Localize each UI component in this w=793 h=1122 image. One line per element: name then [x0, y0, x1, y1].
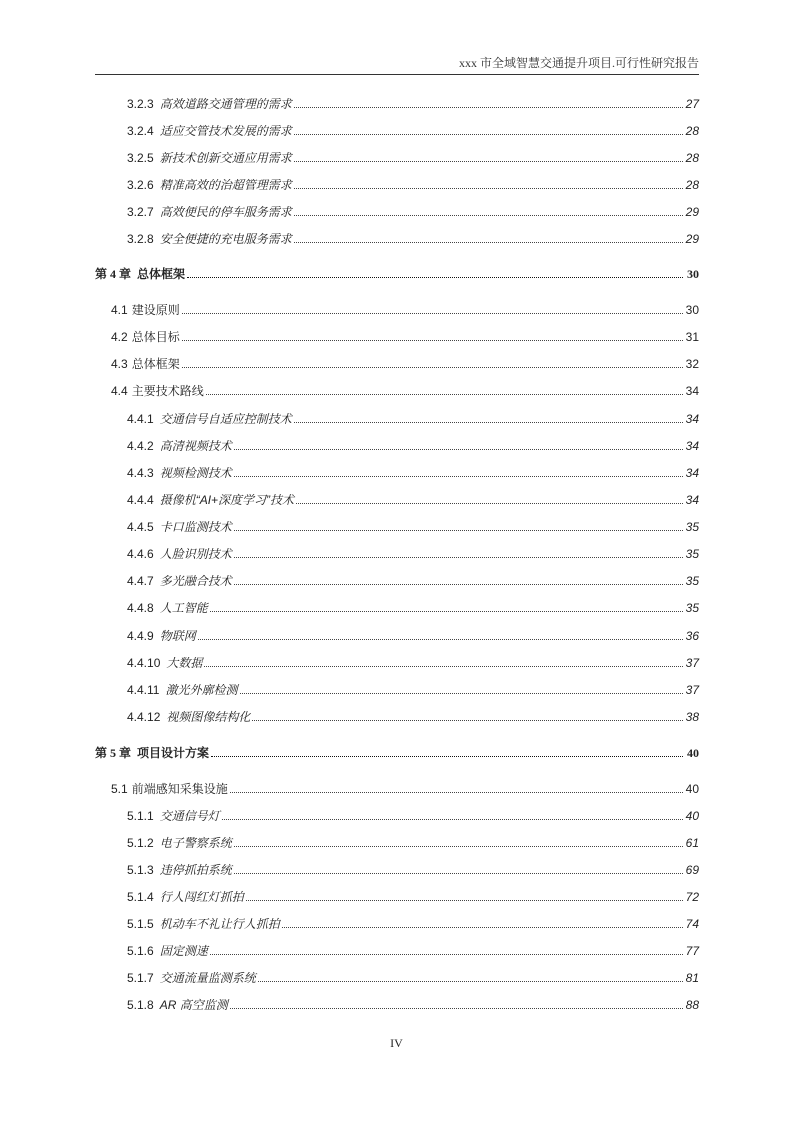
- toc-dot-leader: [230, 1008, 683, 1009]
- running-header: xxx 市全域智慧交通提升项目.可行性研究报告: [458, 56, 699, 70]
- toc-dot-leader: [234, 873, 683, 874]
- toc-entry[interactable]: [95, 356, 699, 372]
- toc-entry-title: 交通信号灯: [159, 809, 220, 823]
- toc-dot-leader: [204, 666, 683, 667]
- toc-dot-leader: [296, 503, 683, 504]
- toc-entry[interactable]: [95, 889, 699, 905]
- toc-entry-number: 3.2.5: [127, 151, 154, 165]
- toc-dot-leader: [234, 476, 683, 477]
- toc-entry-number: 4.4: [111, 384, 128, 398]
- toc-entry-title: AR 高空监测: [159, 998, 228, 1012]
- toc-entry[interactable]: [95, 781, 699, 797]
- toc-entry-title: 违停抓拍系统: [159, 863, 232, 877]
- toc-entry-number: 第 5 章: [95, 746, 132, 760]
- toc-entry-number: 第 4 章: [95, 267, 132, 281]
- toc-entry-title: 建设原则: [131, 303, 180, 317]
- toc-entry-title: 高效道路交通管理的需求: [159, 97, 292, 111]
- toc-entry-title: 总体目标: [131, 330, 180, 344]
- toc-entry-page: 36: [685, 629, 699, 643]
- toc-entry-page: 31: [685, 330, 699, 344]
- toc-entry[interactable]: [95, 628, 699, 644]
- toc-dot-leader: [234, 846, 683, 847]
- toc-entry-title: 大数据: [166, 656, 203, 670]
- toc-dot-leader: [234, 449, 683, 450]
- toc-entry-page: 29: [685, 232, 699, 246]
- toc-entry-page: 74: [685, 917, 699, 931]
- toc-entry-page: 37: [685, 683, 699, 697]
- toc-dot-leader: [246, 900, 683, 901]
- toc-entry[interactable]: [95, 438, 699, 454]
- toc-entry-title: 适应交管技术发展的需求: [159, 124, 292, 138]
- toc-entry[interactable]: [95, 600, 699, 616]
- toc-dot-leader: [294, 134, 683, 135]
- toc-entry-number: 4.4.5: [127, 520, 154, 534]
- toc-entry-title: 人脸识别技术: [159, 547, 232, 561]
- toc-entry-title: 人工智能: [159, 601, 208, 615]
- toc-dot-leader: [210, 954, 683, 955]
- toc-entry[interactable]: [95, 546, 699, 562]
- toc-entry-page: 72: [685, 890, 699, 904]
- toc-entry[interactable]: [95, 573, 699, 589]
- toc-entry-number: 4.4.8: [127, 601, 154, 615]
- toc-entry-title: 总体框架: [131, 357, 180, 371]
- toc-entry-number: 5.1.5: [127, 917, 154, 931]
- toc-entry[interactable]: [95, 465, 699, 481]
- toc-entry-number: 3.2.4: [127, 124, 154, 138]
- toc-entry-number: 5.1.6: [127, 944, 154, 958]
- toc-entry-number: 4.3: [111, 357, 128, 371]
- toc-dot-leader: [294, 422, 683, 423]
- toc-entry[interactable]: [95, 519, 699, 535]
- toc-entry-page: 40: [687, 746, 699, 760]
- toc-entry-title: 项目设计方案: [137, 746, 210, 760]
- toc-entry-title: 高效便民的停车服务需求: [159, 205, 292, 219]
- toc-entry-page: 35: [685, 520, 699, 534]
- toc-entry-page: 35: [685, 547, 699, 561]
- toc-entry-title: 交通信号自适应控制技术: [159, 412, 292, 426]
- toc-dot-leader: [294, 215, 683, 216]
- toc-entry-page: 35: [685, 574, 699, 588]
- toc-entry[interactable]: [95, 682, 699, 698]
- toc-entry-number: 4.4.2: [127, 439, 154, 453]
- toc-entry-number: 4.1: [111, 303, 128, 317]
- toc-entry-number: 5.1.3: [127, 863, 154, 877]
- toc-entry-number: 3.2.8: [127, 232, 154, 246]
- toc-entry[interactable]: [95, 177, 699, 193]
- toc-entry-number: 4.2: [111, 330, 128, 344]
- toc-entry-page: 69: [685, 863, 699, 877]
- toc-entry[interactable]: [95, 808, 699, 824]
- toc-entry-page: 32: [685, 357, 699, 371]
- toc-entry-title: 摄像机“AI+深度学习”技术: [159, 493, 295, 507]
- toc-entry-page: 28: [685, 178, 699, 192]
- toc-dot-leader: [294, 107, 683, 108]
- toc-entry-title: 精准高效的治超管理需求: [159, 178, 292, 192]
- page-number: IV: [390, 1036, 403, 1050]
- toc-dot-leader: [294, 188, 683, 189]
- toc-entry-number: 3.2.6: [127, 178, 154, 192]
- toc-entry[interactable]: [95, 997, 699, 1013]
- toc-entry-title: 高清视频技术: [159, 439, 232, 453]
- toc-entry-page: 34: [685, 412, 699, 426]
- toc-entry-page: 34: [685, 493, 699, 507]
- toc-entry-title: 物联网: [159, 629, 196, 643]
- toc-entry-number: 3.2.3: [127, 97, 154, 111]
- toc-entry-title: 机动车不礼让行人抓拍: [159, 917, 280, 931]
- toc-entry-title: 视频检测技术: [159, 466, 232, 480]
- toc-entry[interactable]: [95, 302, 699, 318]
- toc-dot-leader: [222, 819, 683, 820]
- toc-entry-title: 固定测速: [159, 944, 208, 958]
- toc-entry-page: 27: [685, 97, 699, 111]
- toc-entry-title: 行人闯红灯抓拍: [159, 890, 244, 904]
- toc-dot-leader: [182, 340, 683, 341]
- toc-entry-page: 34: [685, 466, 699, 480]
- toc-entry-number: 5.1.8: [127, 998, 154, 1012]
- toc-entry-title: 主要技术路线: [131, 384, 204, 398]
- toc-dot-leader: [187, 277, 683, 278]
- toc-entry-page: 34: [685, 384, 699, 398]
- toc-dot-leader: [252, 720, 683, 721]
- toc-dot-leader: [234, 530, 683, 531]
- toc-entry-title: 卡口监测技术: [159, 520, 232, 534]
- toc-dot-leader: [234, 557, 683, 558]
- toc-entry-page: 37: [685, 656, 699, 670]
- toc-entry-page: 38: [685, 710, 699, 724]
- toc-dot-leader: [198, 639, 683, 640]
- toc-dot-leader: [182, 313, 683, 314]
- toc-entry-number: 5.1: [111, 782, 128, 796]
- toc-entry-number: 4.4.4: [127, 493, 154, 507]
- toc-dot-leader: [210, 611, 683, 612]
- toc-entry[interactable]: [95, 96, 699, 112]
- toc-entry-number: 4.4.1: [127, 412, 154, 426]
- toc-entry[interactable]: [95, 204, 699, 220]
- toc-dot-leader: [294, 161, 683, 162]
- toc-entry[interactable]: [95, 150, 699, 166]
- toc-entry-page: 29: [685, 205, 699, 219]
- toc-dot-leader: [182, 367, 683, 368]
- toc-entry[interactable]: [95, 231, 699, 247]
- toc-entry-title: 新技术创新交通应用需求: [159, 151, 292, 165]
- toc-entry[interactable]: [95, 916, 699, 932]
- toc-entry[interactable]: [95, 862, 699, 878]
- toc-entry-page: 81: [685, 971, 699, 985]
- toc-entry-title: 交通流量监测系统: [159, 971, 256, 985]
- toc-entry-title: 多光融合技术: [159, 574, 232, 588]
- toc-entry-number: 3.2.7: [127, 205, 154, 219]
- toc-entry-page: 30: [685, 303, 699, 317]
- toc-entry[interactable]: [95, 943, 699, 959]
- toc-entry-number: 4.4.6: [127, 547, 154, 561]
- toc-entry-page: 28: [685, 151, 699, 165]
- toc-entry-number: 5.1.7: [127, 971, 154, 985]
- toc-entry-page: 88: [685, 998, 699, 1012]
- toc-entry-number: 4.4.12: [127, 710, 161, 724]
- toc-dot-leader: [258, 981, 683, 982]
- toc-entry-number: 4.4.9: [127, 629, 154, 643]
- toc-entry[interactable]: [95, 970, 699, 986]
- toc-dot-leader: [211, 756, 683, 757]
- toc-entry-title: 总体框架: [137, 267, 186, 281]
- toc-entry[interactable]: [95, 411, 699, 427]
- toc-entry-page: 28: [685, 124, 699, 138]
- toc-entry-number: 4.4.11: [127, 683, 160, 697]
- toc-entry-page: 40: [685, 809, 699, 823]
- toc-entry[interactable]: [95, 383, 699, 399]
- toc-entry[interactable]: [95, 329, 699, 345]
- toc-entry-title: 视频图像结构化: [166, 710, 251, 724]
- toc-entry-page: 40: [685, 782, 699, 796]
- toc-entry[interactable]: [95, 745, 699, 761]
- toc-dot-leader: [206, 394, 683, 395]
- toc-entry-title: 前端感知采集设施: [131, 782, 228, 796]
- toc-entry[interactable]: [95, 266, 699, 282]
- toc-entry-page: 61: [685, 836, 699, 850]
- toc-dot-leader: [294, 242, 683, 243]
- toc-entry[interactable]: [95, 835, 699, 851]
- toc-entry[interactable]: [95, 492, 699, 508]
- toc-entry-number: 5.1.1: [127, 809, 154, 823]
- toc-entry-page: 30: [687, 267, 699, 281]
- toc-entry-page: 35: [685, 601, 699, 615]
- toc-entry-title: 激光外廓检测: [165, 683, 238, 697]
- toc-dot-leader: [234, 584, 683, 585]
- toc-entry[interactable]: [95, 709, 699, 725]
- toc-entry-number: 5.1.4: [127, 890, 154, 904]
- toc-dot-leader: [230, 792, 683, 793]
- toc-entry[interactable]: [95, 655, 699, 671]
- toc-entry-number: 5.1.2: [127, 836, 154, 850]
- toc-entry-number: 4.4.10: [127, 656, 161, 670]
- toc-entry-title: 安全便捷的充电服务需求: [159, 232, 292, 246]
- header-rule: [95, 74, 699, 75]
- toc-entry-number: 4.4.3: [127, 466, 154, 480]
- toc-entry-page: 34: [685, 439, 699, 453]
- toc-dot-leader: [240, 693, 684, 694]
- toc-entry-page: 77: [685, 944, 699, 958]
- toc-entry[interactable]: [95, 123, 699, 139]
- toc-dot-leader: [282, 927, 683, 928]
- toc-entry-number: 4.4.7: [127, 574, 154, 588]
- toc-entry-title: 电子警察系统: [159, 836, 232, 850]
